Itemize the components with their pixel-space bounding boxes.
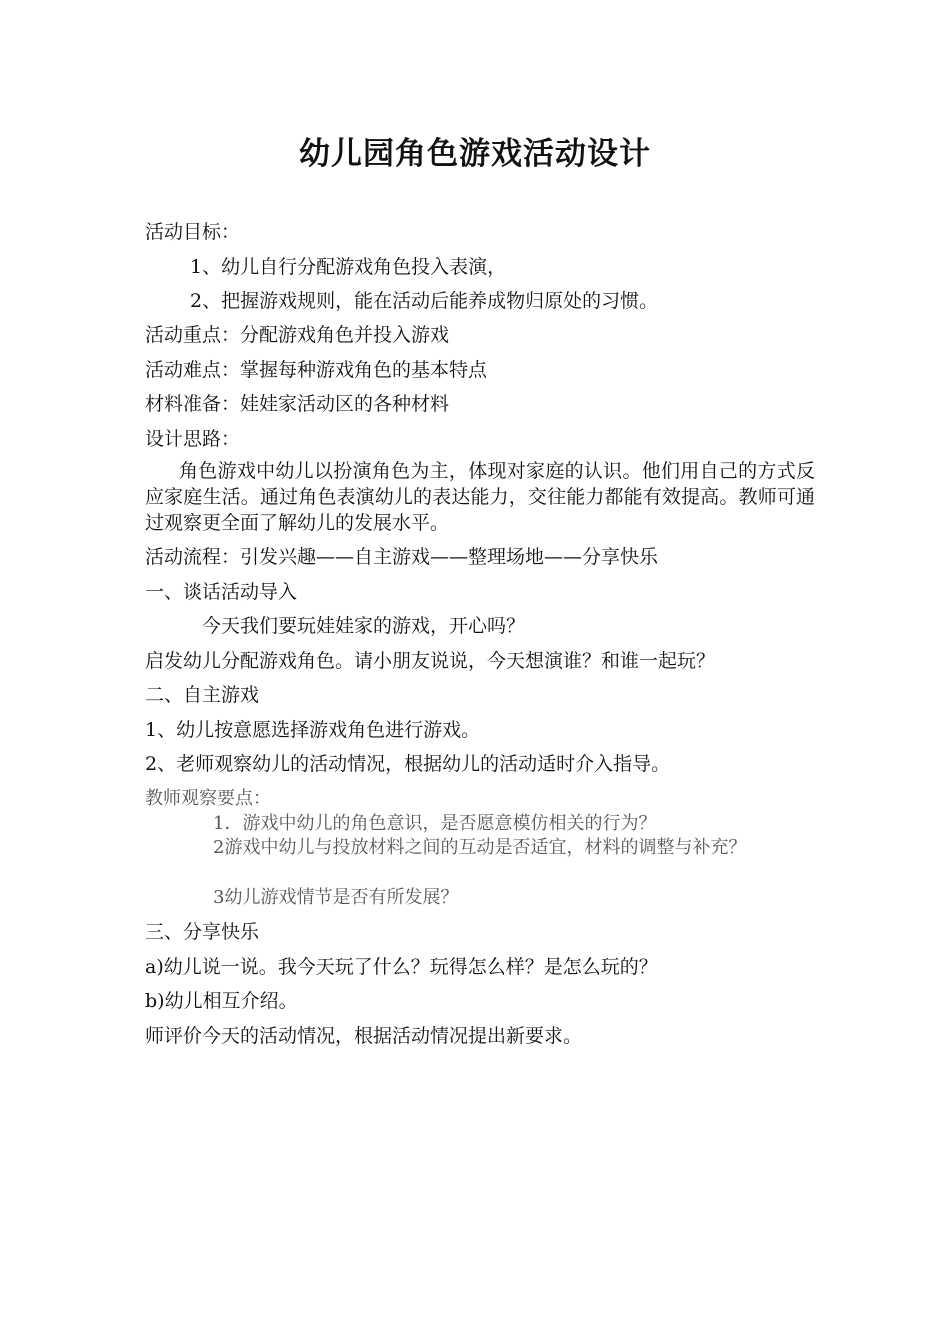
observe-point-2: 2游戏中幼儿与投放材料之间的互动是否适宜，材料的调整与补充？: [213, 837, 747, 858]
section2-item-2: 2、老师观察幼儿的活动情况，根据幼儿的活动适时介入指导。: [145, 753, 671, 775]
section1-heading: 一、谈话活动导入: [145, 581, 298, 603]
design-paragraph: 角色游戏中幼儿以扮演角色为主，体现对家庭的认识。他们用自己的方式反应家庭生活。通过角色表演幼儿的表达能力，交往能力都能有效提高。教师可通过观察更全面了解幼儿的发展水平。: [145, 460, 815, 534]
section2-item-1: 1、幼儿按意愿选择游戏角色进行游戏。: [145, 719, 481, 741]
difficulty-line: 活动难点：掌握每种游戏角色的基本特点: [145, 359, 488, 381]
section2-heading: 二、自主游戏: [145, 684, 260, 706]
goal-heading: 活动目标：: [145, 221, 241, 243]
section1-text: 启发幼儿分配游戏角色。请小朋友说说，今天想演谁？和谁一起玩？: [145, 650, 716, 672]
section3-item-b: b)幼儿相互介绍。: [145, 990, 298, 1012]
document-title: 幼儿园角色游戏活动设计: [299, 136, 651, 172]
observe-point-1: 1．游戏中幼儿的角色意识，是否愿意模仿相关的行为？: [213, 813, 657, 834]
section1-question: 今天我们要玩娃娃家的游戏，开心吗？: [202, 615, 526, 637]
section3-item-a: a)幼儿说一说。我今天玩了什么？玩得怎么样？是怎么玩的？: [145, 956, 658, 978]
design-heading: 设计思路：: [145, 428, 241, 450]
closing-line: 师评价今天的活动情况，根据活动情况提出新要求。: [145, 1025, 583, 1047]
section3-heading: 三、分享快乐: [145, 921, 260, 943]
goal-item-1: 1、幼儿自行分配游戏角色投入表演，: [190, 256, 507, 278]
observe-heading: 教师观察要点：: [145, 788, 271, 809]
process-line: 活动流程：引发兴趣——自主游戏——整理场地——分享快乐: [145, 546, 659, 568]
focus-line: 活动重点：分配游戏角色并投入游戏: [145, 324, 450, 346]
observe-point-3: 3幼儿游戏情节是否有所发展？: [213, 887, 459, 908]
goal-item-2: 2、把握游戏规则，能在活动后能养成物归原处的习惯。: [190, 290, 659, 312]
materials-line: 材料准备：娃娃家活动区的各种材料: [145, 393, 450, 415]
